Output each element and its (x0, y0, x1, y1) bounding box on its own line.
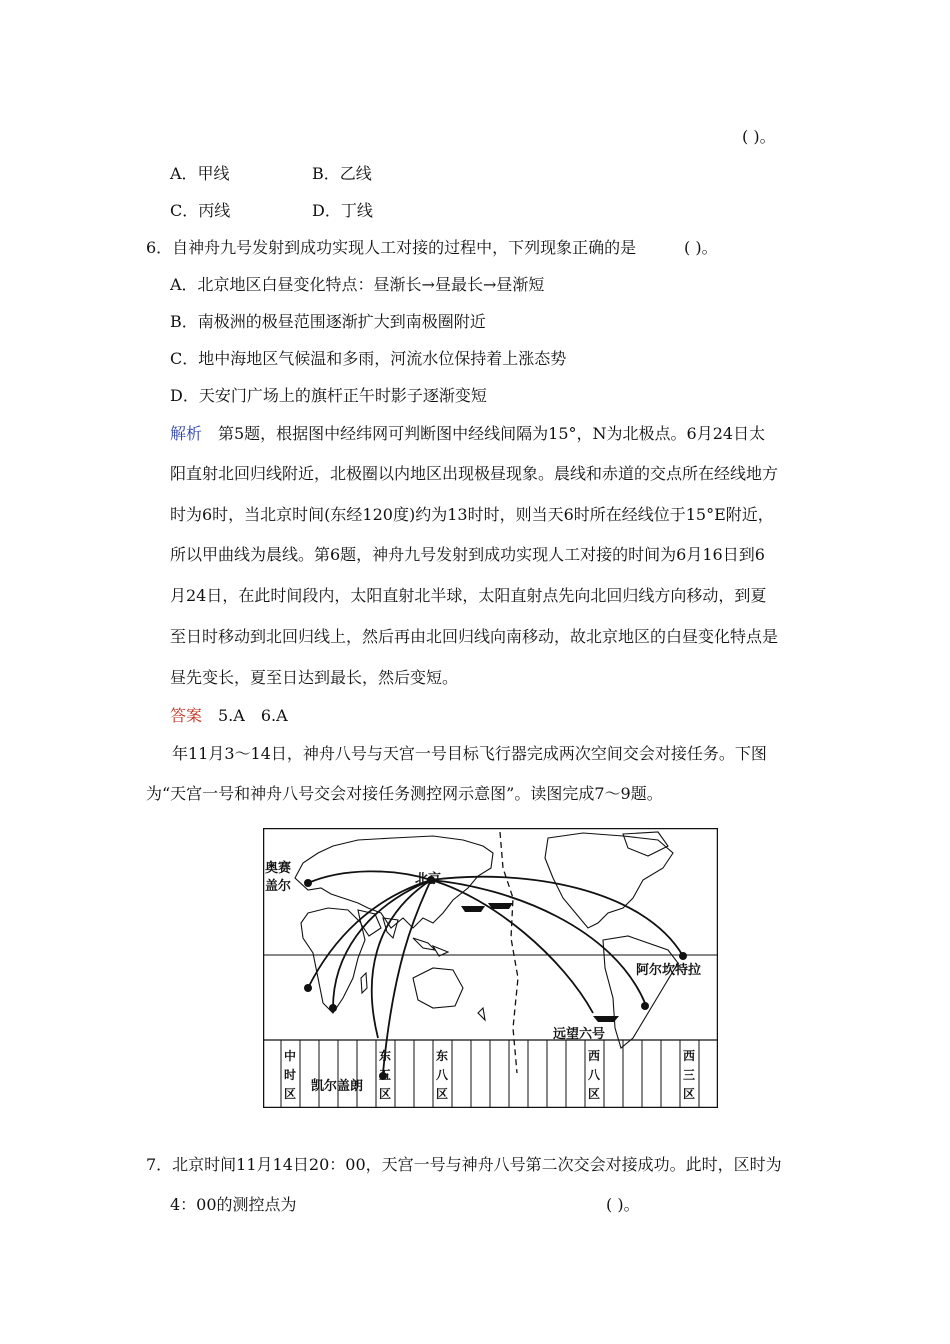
analysis-line-1: 第5题，根据图中经纬网可判断图中经线间隔为15°，N为北极点。6月24日太 (218, 424, 766, 443)
label-kaier: 凯尔盖朗 (311, 1079, 364, 1094)
answer-label: 答案 (170, 706, 203, 725)
zone-zhong-2: 时 (284, 1068, 297, 1082)
q5-bracket: ( )。 (742, 127, 776, 146)
zone-dongba-2: 八 (436, 1068, 449, 1082)
label-yuanwang: 远望六号 (553, 1027, 606, 1042)
q5-option-a: A．甲线 (170, 164, 230, 183)
zone-xiba-3: 区 (588, 1087, 601, 1101)
zone-xisan-3: 区 (683, 1087, 696, 1101)
zone-zhong-1: 中 (284, 1049, 297, 1063)
analysis-line-3: 时为6时，当北京时间(东经120度)约为13时时，则当天6时所在经线位于15°E附近， (170, 505, 774, 524)
analysis-line-7: 昼先变长，夏至日达到最长，然后变短。 (170, 668, 459, 687)
tracking-network-map (263, 828, 718, 1108)
zone-dongba-3: 区 (436, 1087, 449, 1101)
analysis-label: 解析 (170, 424, 203, 443)
q6-option-d: D．天安门广场上的旗杆正午时影子逐渐变短 (170, 386, 487, 405)
label-aerkan: 阿尔坎特拉 (636, 963, 702, 978)
analysis-line-4: 所以甲曲线为晨线。第6题，神舟九号发射到成功实现人工对接的时间为6月16日到6 (170, 545, 765, 564)
answer-text: 5.A 6.A (218, 706, 288, 725)
q6-option-b: B．南极洲的极昼范围逐渐扩大到南极圈附近 (170, 312, 486, 331)
q7-line-2: 4：00的测控点为 (170, 1195, 297, 1214)
zone-xisan-1: 西 (683, 1049, 696, 1063)
label-aosai-1: 奥赛 (265, 861, 292, 876)
analysis-line-6: 至日时移动到北回归线上，然后再由北回归线向南移动，故北京地区的白昼变化特点是 (170, 627, 779, 646)
q6-option-a: A．北京地区白昼变化特点：昼渐长→昼最长→昼渐短 (170, 275, 545, 294)
zone-zhong-3: 区 (284, 1087, 297, 1101)
zone-dongwu-1: 东 (379, 1049, 392, 1063)
zone-dongwu-2: 五 (379, 1068, 392, 1082)
q6-stem: 6．自神舟九号发射到成功实现人工对接的过程中，下列现象正确的是 (146, 238, 637, 257)
zone-xiba-2: 八 (588, 1068, 601, 1082)
label-aosai-2: 盖尔 (265, 879, 292, 894)
q5-option-d: D．丁线 (312, 201, 373, 220)
q5-option-b: B．乙线 (312, 164, 372, 183)
zone-dongwu-3: 区 (379, 1087, 392, 1101)
zone-xisan-2: 三 (683, 1068, 696, 1082)
q6-option-c: C．地中海地区气候温和多雨，河流水位保持着上涨态势 (170, 349, 567, 368)
zone-dongba-1: 东 (436, 1049, 449, 1063)
q6-bracket: ( )。 (684, 238, 718, 257)
analysis-line-5: 月24日，在此时间段内，太阳直射北半球，太阳直射点先向北回归线方向移动，到夏 (170, 586, 767, 605)
analysis-line-2: 阳直射北回归线附近，北极圈以内地区出现极昼现象。晨线和赤道的交点所在经线地方 (170, 464, 779, 483)
q7-bracket: ( )。 (606, 1195, 640, 1214)
label-beijing: 北京 (415, 872, 442, 887)
intro-line-1: 年11月3～14日，神舟八号与天宫一号目标飞行器完成两次空间交会对接任务。下图 (172, 744, 767, 763)
q5-option-c: C．丙线 (170, 201, 231, 220)
intro-line-2: 为“天宫一号和神舟八号交会对接任务测控网示意图”。读图完成7～9题。 (146, 784, 663, 803)
q7-line-1: 7．北京时间11月14日20：00，天宫一号与神舟八号第二次交会对接成功。此时，区时为 (146, 1155, 782, 1174)
zone-xiba-1: 西 (588, 1049, 601, 1063)
